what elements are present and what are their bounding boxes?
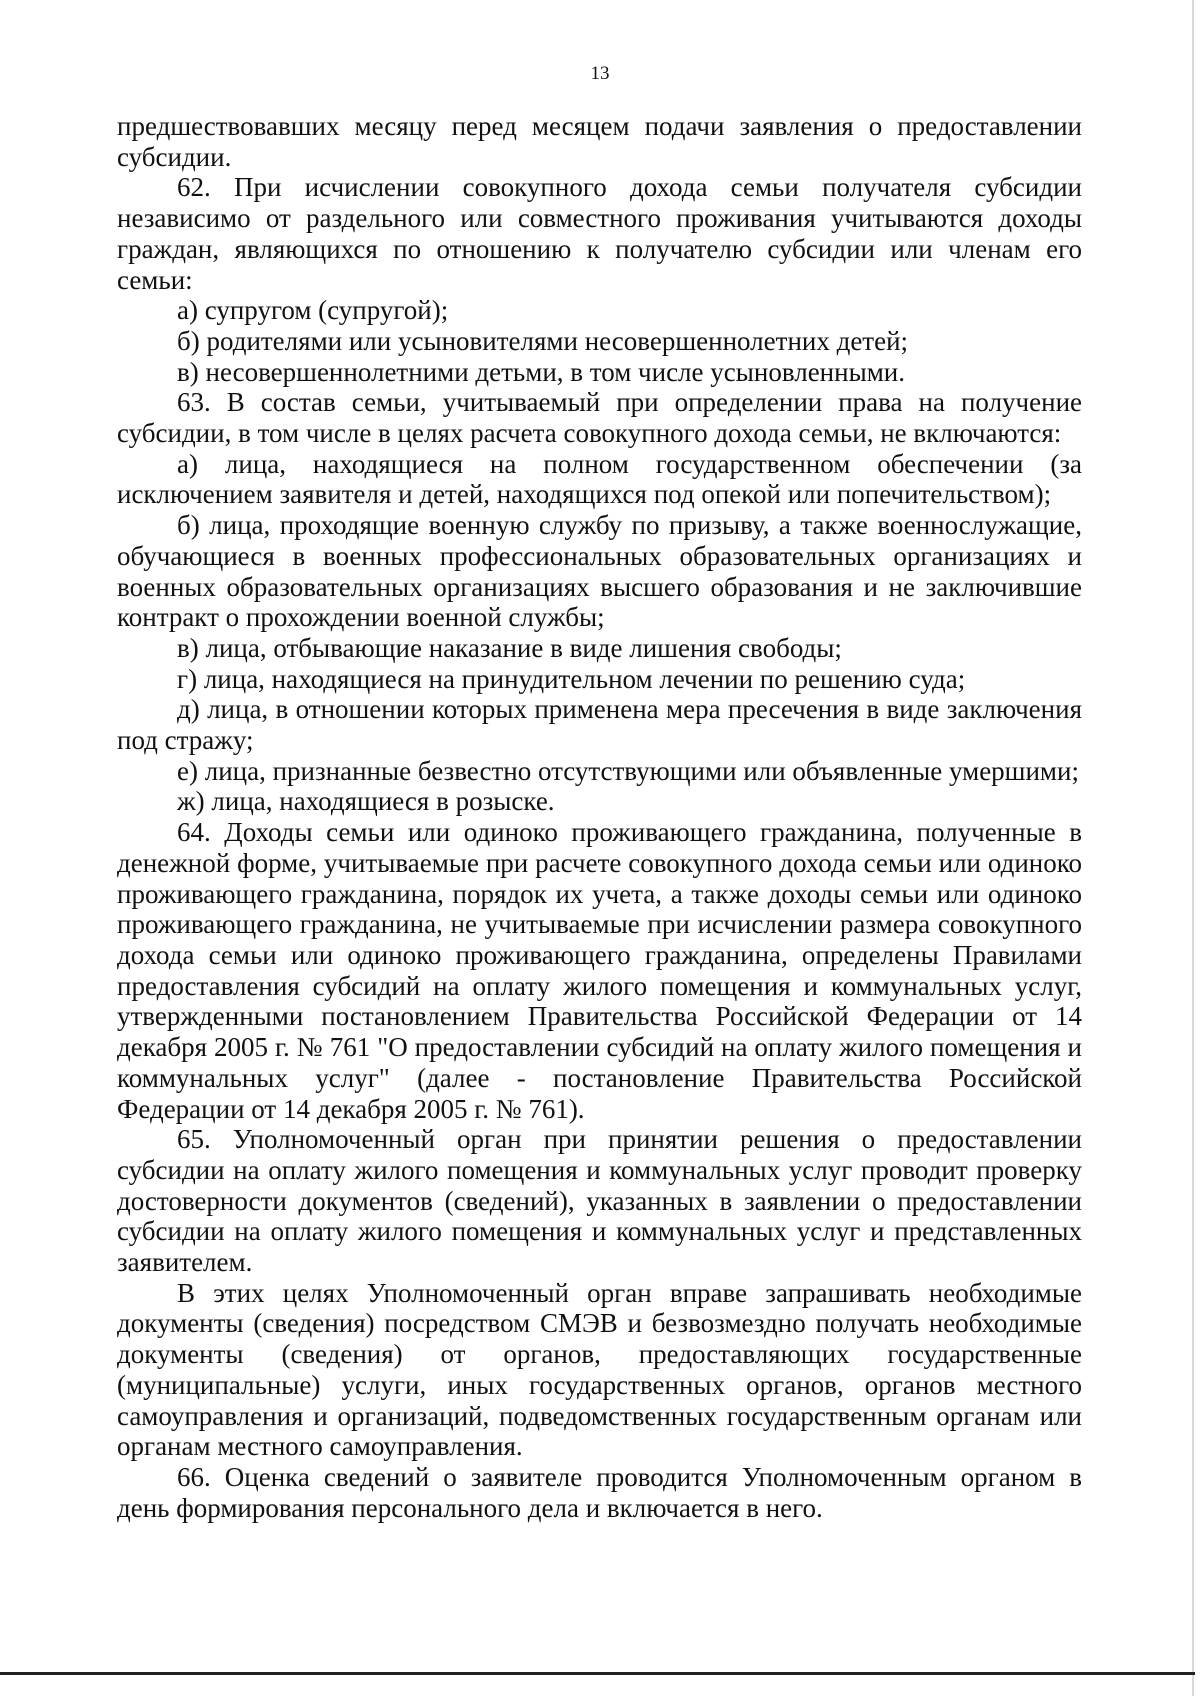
list-item-63d: д) лица, в отношении которых применена мера пресечения в виде заключения под стражу; [117, 694, 1082, 756]
paragraph-65-continued: В этих целях Уполномоченный орган вправе запрашивать необходимые документы (сведения) посредством СМЭВ и безвозмездно получать необходимые документы (сведения) от органов, предоставляющих государственные (муниципальные) услуги, иных государственных органов, органов местного самоуправления и организаций, подведомственных государственным органам или органам местного самоуправления. [117, 1277, 1082, 1462]
page-number: 13 [590, 63, 610, 84]
paragraph-62: 62. При исчислении совокупного дохода семьи получателя субсидии независимо от раздельного или совместного проживания учитываются доходы граждан, являющихся по отношению к получателю субсидии или членам его семьи: [117, 172, 1082, 295]
paragraph-64: 64. Доходы семьи или одиноко проживающего гражданина, полученные в денежной форме, учитываемые при расчете совокупного дохода семьи или одиноко проживающего гражданина, порядок их учета, а также доходы семьи или одиноко проживающего гражданина, не учитываемые при исчислении размера совокупного дохода семьи или одиноко проживающего гражданина, определены Правилами предоставления субсидий на оплату жилого помещения и коммунальных услуг, утвержденными постановлением Правительства Российской Федерации от 14 декабря 2005 г. № 761 "О предоставлении субсидий на оплату жилого помещения и коммунальных услуг" (далее - постановление Правительства Российской Федерации от 14 декабря 2005 г. № 761). [117, 817, 1082, 1124]
list-item-63e: е) лица, признанные безвестно отсутствующими или объявленные умершими; [177, 755, 1079, 786]
paragraph-66: 66. Оценка сведений о заявителе проводится Уполномоченным органом в день формирования персонального дела и включается в него. [117, 1461, 1082, 1523]
list-item-63a: а) лица, находящиеся на полном государственном обеспечении (за исключением заявителя и детей, находящихся под опекой или попечительством); [117, 448, 1082, 510]
list-item-62a: а) супругом (супругой); [177, 295, 449, 326]
list-item-63b: б) лица, проходящие военную службу по призыву, а также военнослужащие, обучающиеся в военных профессиональных образовательных организациях и военных образовательных организациях высшего образования и не заключившие контракт о прохождении военной службы; [117, 510, 1082, 633]
list-item-63zh: ж) лица, находящиеся в розыске. [177, 786, 555, 817]
document-body [117, 111, 1082, 1523]
list-item-63g: г) лица, находящиеся на принудительном лечении по решению суда; [177, 663, 966, 694]
list-item-62v: в) несовершеннолетними детьми, в том числе усыновленными. [177, 356, 906, 387]
scan-edge-shadow [1192, 0, 1194, 1696]
paragraph-continuation: предшествовавших месяцу перед месяцем подачи заявления о предоставлении субсидии. [117, 111, 1082, 172]
paragraph-63: 63. В состав семьи, учитываемый при определении права на получение субсидии, в том числе в целях расчета совокупного дохода семьи, не включаются: [117, 387, 1082, 449]
list-item-62b: б) родителями или усыновителями несовершеннолетних детей; [177, 325, 909, 356]
scan-bottom-edge [0, 1672, 1195, 1675]
paragraph-65: 65. Уполномоченный орган при принятии решения о предоставлении субсидии на оплату жилого помещения и коммунальных услуг проводит проверку достоверности документов (сведений), указанных в заявлении о предоставлении субсидии на оплату жилого помещения и коммунальных услуг и представленных заявителем. [117, 1124, 1082, 1278]
list-item-63v: в) лица, отбывающие наказание в виде лишения свободы; [177, 632, 842, 663]
